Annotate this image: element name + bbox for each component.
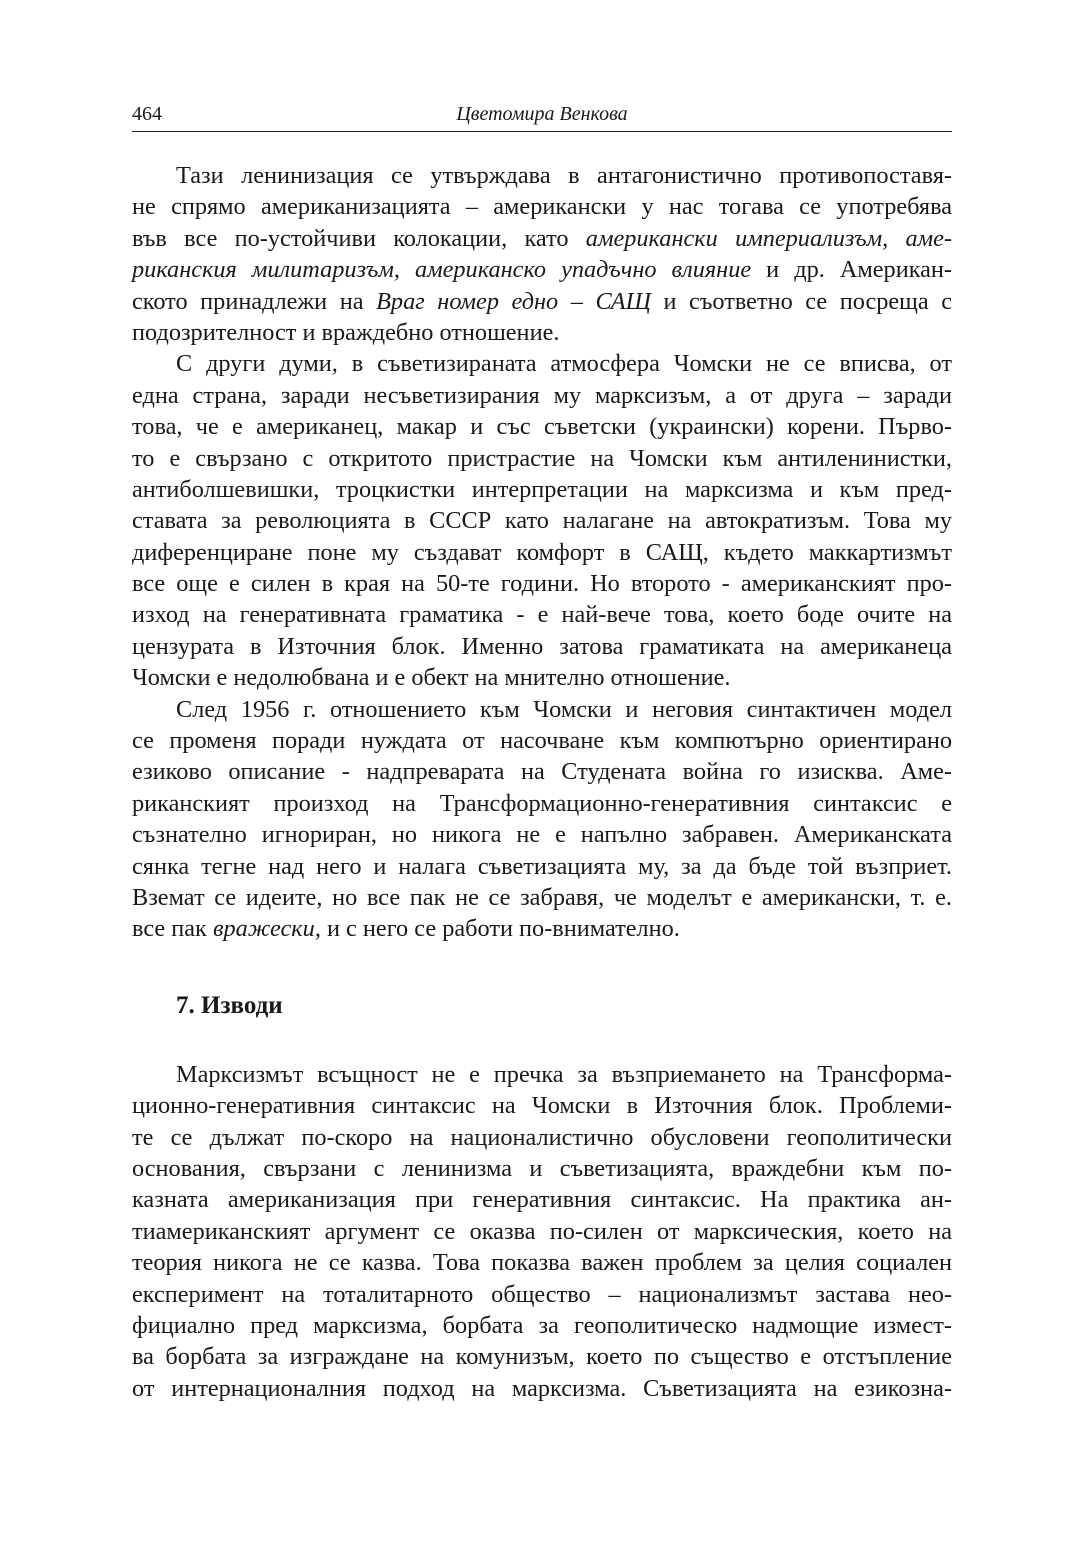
text-line: казната американизация при генеративния синтаксис. На практика ан- xyxy=(132,1186,952,1214)
text-line: С други думи, в съветизираната атмосфера Чомски не се вписва, от xyxy=(176,350,952,378)
paragraph-conclusions xyxy=(132,1059,952,1404)
text-line: ставата за революцията в СССР като налагане на автократизъм. Това му xyxy=(132,507,952,535)
text-line: все пак вражески, и с него се работи по-внимателно. xyxy=(132,915,680,943)
text-line: риканският произход на Трансформационно-генеративния синтаксис е xyxy=(132,789,952,817)
text-line: във все по-устойчиви колокации, като американски империализъм, аме- xyxy=(132,224,952,252)
paragraph-sovietization xyxy=(132,348,952,693)
text-line: все още е силен в края на 50-те години. Но второто - американският про- xyxy=(132,570,952,598)
text-line: не спрямо американизацията – американски у нас тогава се употребява xyxy=(132,193,952,221)
text-line: те се дължат по-скоро на националистично обусловени геополитически xyxy=(132,1123,952,1151)
text-line: основания, свързани с ленинизма и съветизацията, враждебни към по- xyxy=(132,1154,952,1182)
text-line: антиболшевишки, троцкистки интерпретации на марксизма и към пред- xyxy=(132,475,952,503)
text-line: тиамериканският аргумент се оказва по-силен от марксическия, което на xyxy=(132,1217,952,1245)
text-line: теория никога не се казва. Това показва важен проблем за целия социален xyxy=(132,1249,952,1277)
text-line: се променя поради нуждата от насочване към компютърно ориентирано xyxy=(132,727,952,755)
text-line: езиково описание - надпреварата на Студената война го изисква. Аме- xyxy=(132,758,952,786)
paragraph-lenin xyxy=(132,160,952,348)
text-line: от интернационалния подход на марксизма. Съветизацията на езикозна- xyxy=(132,1374,952,1402)
text-line: риканския милитаризъм, американско упадъчно влияние и др. Американ- xyxy=(132,256,953,284)
text-line: Марксизмът всъщност не е пречка за възприемането на Трансформа- xyxy=(176,1060,952,1088)
page-body xyxy=(132,160,952,1404)
text-line: изход на генеративната граматика - е най-вече това, което боде очите на xyxy=(132,601,952,629)
text-line: ва борбата за изграждане на комунизъм, което по същество е отстъпление xyxy=(132,1343,952,1371)
text-line: ционно-генеративния синтаксис на Чомски в Източния блок. Проблеми- xyxy=(132,1092,952,1120)
author-running-title: Цветомира Венкова xyxy=(456,103,628,125)
paragraph-after-1956 xyxy=(132,694,952,945)
heading-spacer xyxy=(132,1023,952,1059)
text-line: Тази ленинизация се утвърждава в антагонистично противопоставя- xyxy=(176,162,952,189)
text-line: подозрителност и враждебно отношение. xyxy=(132,318,560,346)
running-header xyxy=(132,103,952,132)
text-line: една страна, заради несъветизирания му марксизъм, а от друга – заради xyxy=(132,381,952,409)
text-line: цензурата в Източния блок. Именно затова граматиката на американеца xyxy=(132,632,952,660)
text-line: то е свързано с откритото пристрастие на Чомски към антиленинистки, xyxy=(132,444,952,472)
text-line: това, че е американец, макар и със съветски (украински) корени. Първо- xyxy=(132,413,952,441)
text-line: ското принадлежи на Враг номер едно – САЩ и съответно се посреща с xyxy=(132,287,953,315)
text-line: След 1956 г. отношението към Чомски и неговия синтактичен модел xyxy=(176,695,952,723)
page-number: 464 xyxy=(132,103,162,125)
text-line: сянка тегне над него и налага съветизацията му, за да бъде той възприет. xyxy=(132,852,952,880)
text-line: Чомски е недолюбвана и е обект на мнително отношение. xyxy=(132,664,731,692)
section-heading: 7. Изводи xyxy=(176,991,283,1019)
text-line: Вземат се идеите, но все пак не се забравя, че моделът е американски, т. е. xyxy=(132,883,952,911)
section-spacer xyxy=(132,945,952,989)
text-line: съзнателно игнориран, но никога не е напълно забравен. Американската xyxy=(132,821,952,849)
text-line: фициално пред марксизма, борбата за геополитическо надмощие измест- xyxy=(132,1311,952,1339)
text-line: експеримент на тоталитарното общество – национализмът застава нео- xyxy=(132,1280,952,1308)
text-line: диференциране поне му създават комфорт в САЩ, където маккартизмът xyxy=(132,538,952,566)
